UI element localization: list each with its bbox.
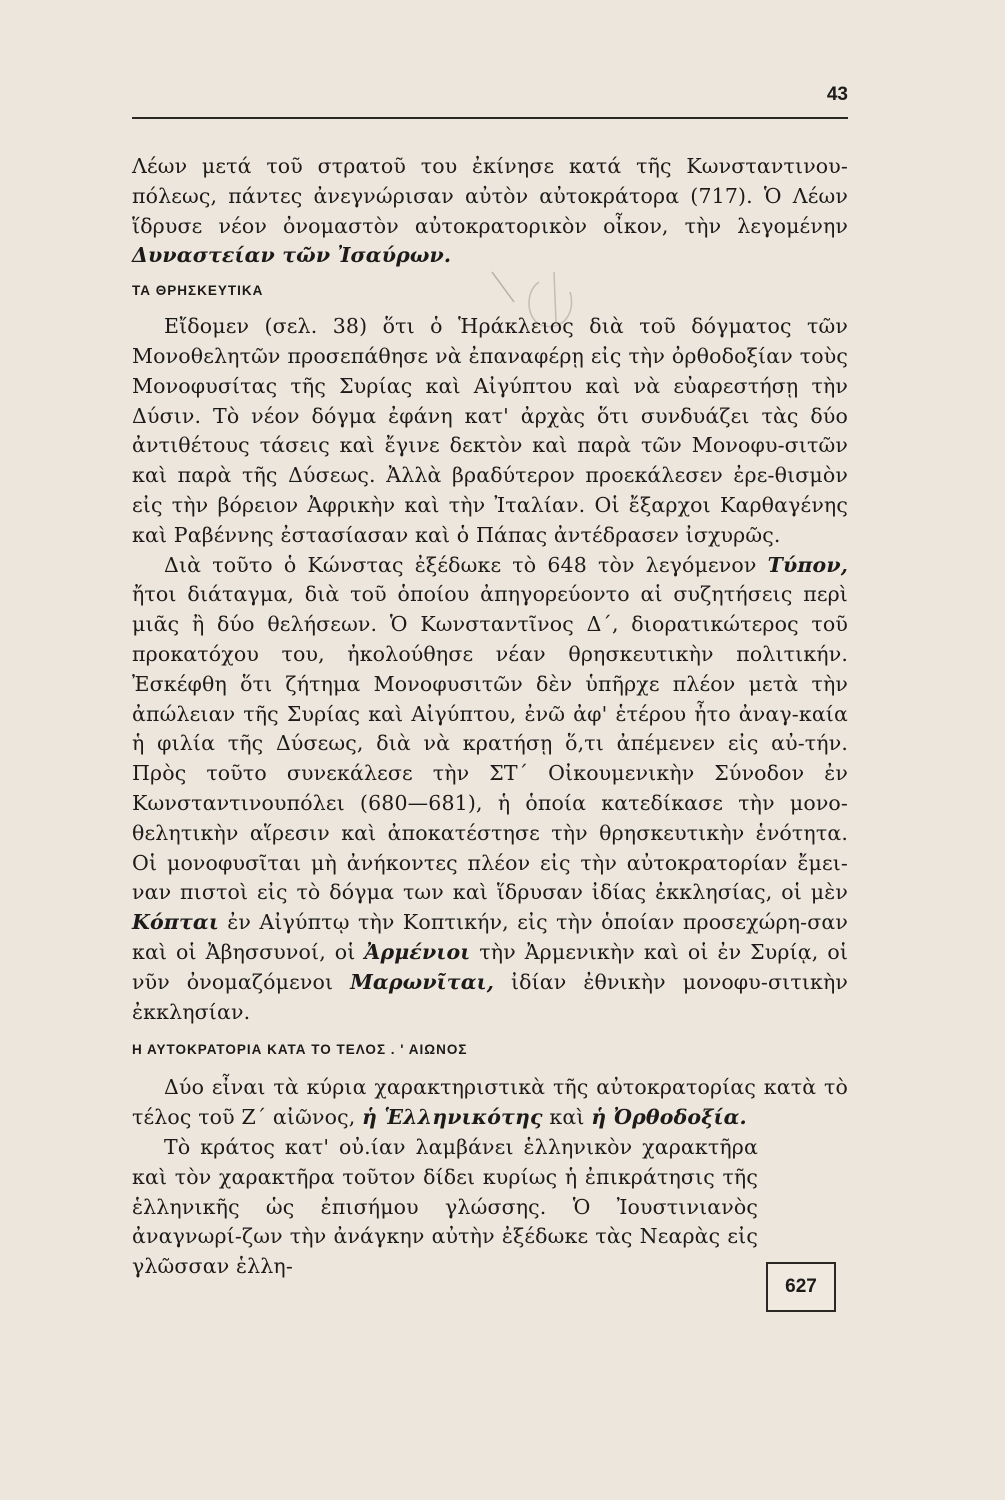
paragraph-text: τὴν Ἀρμενικὴν καὶ οἱ ἐν Συρίᾳ, οἱ νῦν ὀνομαζόμενοι [132, 939, 849, 994]
body-text [132, 152, 848, 1282]
paragraph-constans [132, 551, 848, 1028]
paragraph-text: ἐν Αἰγύπτῳ τὴν Κοπτικήν, εἰς τὴν ὁποίαν προσεχώρη-σαν καὶ οἱ Ἀβησσυνοί, οἱ [132, 910, 848, 964]
paragraph-heraclius: Εἴδομεν (σελ. 38) ὅτι ὁ Ἡράκλειος διὰ τοῦ δόγματος τῶν Μονοθελητῶν προσεπάθησε νὰ ἐπαναφέρῃ εἰς τὴν ὀρθοδοξίαν τοὺς Μονοφυσίτας τῆς Συρίας καὶ Αἰγύπτου καὶ νὰ εὐαρεστήσῃ τὴν Δύσιν. Τὸ νέον δόγμα ἐφάνη κατ' ἀρχὰς ὅτι συνδυάζει τὰς δύο ἀντιθέτους τάσεις καὶ ἔγινε δεκτὸν καὶ παρὰ τῶν Μονοφυ-σιτῶν καὶ παρὰ τῆς Δύσεως. Ἀλλὰ βραδύτερον προεκάλεσεν ἐρε-θισμὸν εἰς τὴν βόρειον Ἀφρικὴν καὶ τὴν Ἰταλίαν. Οἱ ἔξαρχοι Καρθαγένης καὶ Ραβέννης ἐστασίασαν καὶ ὁ Πάπας ἀντέδρασεν ἰσχυρῶς. [132, 314, 848, 547]
emphasis-typos: Τύπον, [767, 552, 848, 577]
paragraph-greek-character: Τὸ κράτος κατ' οὐ.ίαν λαμβάνει ἑλληνικὸν χαρακτῆρα καὶ τὸν χαρακτῆρα τοῦτον δίδει κυρίως ἡ ἐπικράτησις τῆς ἑλληνικῆς ὡς ἐπισήμου γλώσσης. Ὁ Ἰουστινιανὸς ἀναγνωρί-ζων τὴν ἀνάγκην αὐτὴν ἐξέδωκε τὰς Νεαρὰς εἰς γλῶσσαν ἑλλη- [132, 1134, 758, 1279]
section-heading-empire: Η ΑΥΤΟΚΡΑΤΟΡΙΑ ΚΑΤΑ ΤΟ ΤΕΛΟΣ . ' ΑΙΩΝΟΣ [132, 1042, 468, 1058]
section-heading-religious: ΤΑ ΘΡΗΣΚΕΥΤΙΚΑ [132, 283, 264, 299]
paragraph-text: Διὰ τοῦτο ὁ Κώνστας ἐξέδωκε τὸ 648 τὸν λεγόμενον [164, 552, 757, 577]
paragraph-text: Δύο εἶναι τὰ κύρια χαρακτηριστικὰ τῆς αὐτοκρατορίας κατὰ τὸ τέλος τοῦ Ζ΄ αἰῶνος, [132, 1075, 848, 1130]
emphasis-copts: Κόπται [132, 910, 219, 935]
marginal-year-box: 627 [766, 1262, 836, 1312]
paragraph-text: Λέων μετά τοῦ στρατοῦ του ἐκίνησε κατά τῆς Κωνσταντινου-πόλεως, πάντες ἀνεγνώρισαν αὐτὸν αὐτοκράτορα (717). Ὁ Λέων ἵδρυσε νέον ὀνομαστὸν αὐτοκρατορικὸν οἶκον, τὴν λεγομένην [132, 154, 848, 238]
emphasis-dynasty: Δυναστείαν τῶν Ἰσαύρων. [132, 243, 452, 268]
page-number: 43 [826, 84, 848, 105]
paragraph-text: καὶ [549, 1105, 585, 1130]
paragraph-characteristics [132, 1073, 848, 1133]
paragraph-text: ἤτοι διάταγμα, διὰ τοῦ ὁποίου ἀπηγορεύοντο αἱ συζητήσεις περὶ μιᾶς ἢ δύο θελήσεων. Ὁ Κωνσταντῖνος Δ΄, διορατικώτερος τοῦ προκατόχου του, ἠκολούθησε νέαν θρησκευτικὴν πολιτικήν. Ἐσκέφθη ὅτι ζήτημα Μονοφυσιτῶν δὲν ὑπῆρχε πλέον μετὰ τὴν ἀπώλειαν τῆς Συρίας καὶ Αἰγύπτου, ἐνῶ ἀφ' ἑτέρου ἦτο ἀναγ-καία ἡ φιλία τῆς Δύσεως, διὰ νὰ κρατήσῃ ὅ,τι ἀπέμενεν εἰς αὐ-τήν. Πρὸς τοῦτο συνεκάλεσε τὴν ΣΤ΄ Οἰκουμενικὴν Σύνοδον ἐν Κωνσταντινουπόλει (680—681), ἡ ὁποία κατεδίκασε τὴν μονο-θελητικὴν αἵρεσιν καὶ ἀποκατέστησε τὴν θρησκευτικὴν ἑνότητα. Οἱ μονοφυσῖται μὴ ἀνήκοντες πλέον εἰς τὴν αὐτοκρατορίαν ἔμει-ναν πιστοὶ εἰς τὸ δόγμα των καὶ ἵδρυσαν ἰδίας ἐκκλησίας, οἱ μὲν [132, 582, 848, 905]
emphasis-orthodoxy: ἡ Ὀρθοδοξία. [591, 1105, 747, 1130]
paragraph-leo [132, 152, 848, 271]
paragraph-text: ἰδίαν ἐθνικὴν μονοφυ-σιτικὴν ἐκκλησίαν. [132, 969, 849, 1024]
emphasis-maronites: Μαρωνῖται, [350, 969, 494, 994]
emphasis-armenians: Ἀρμένιοι [364, 939, 471, 964]
header-rule [132, 117, 848, 119]
emphasis-hellenicity: ἡ Ἑλληνικότης [362, 1105, 543, 1130]
